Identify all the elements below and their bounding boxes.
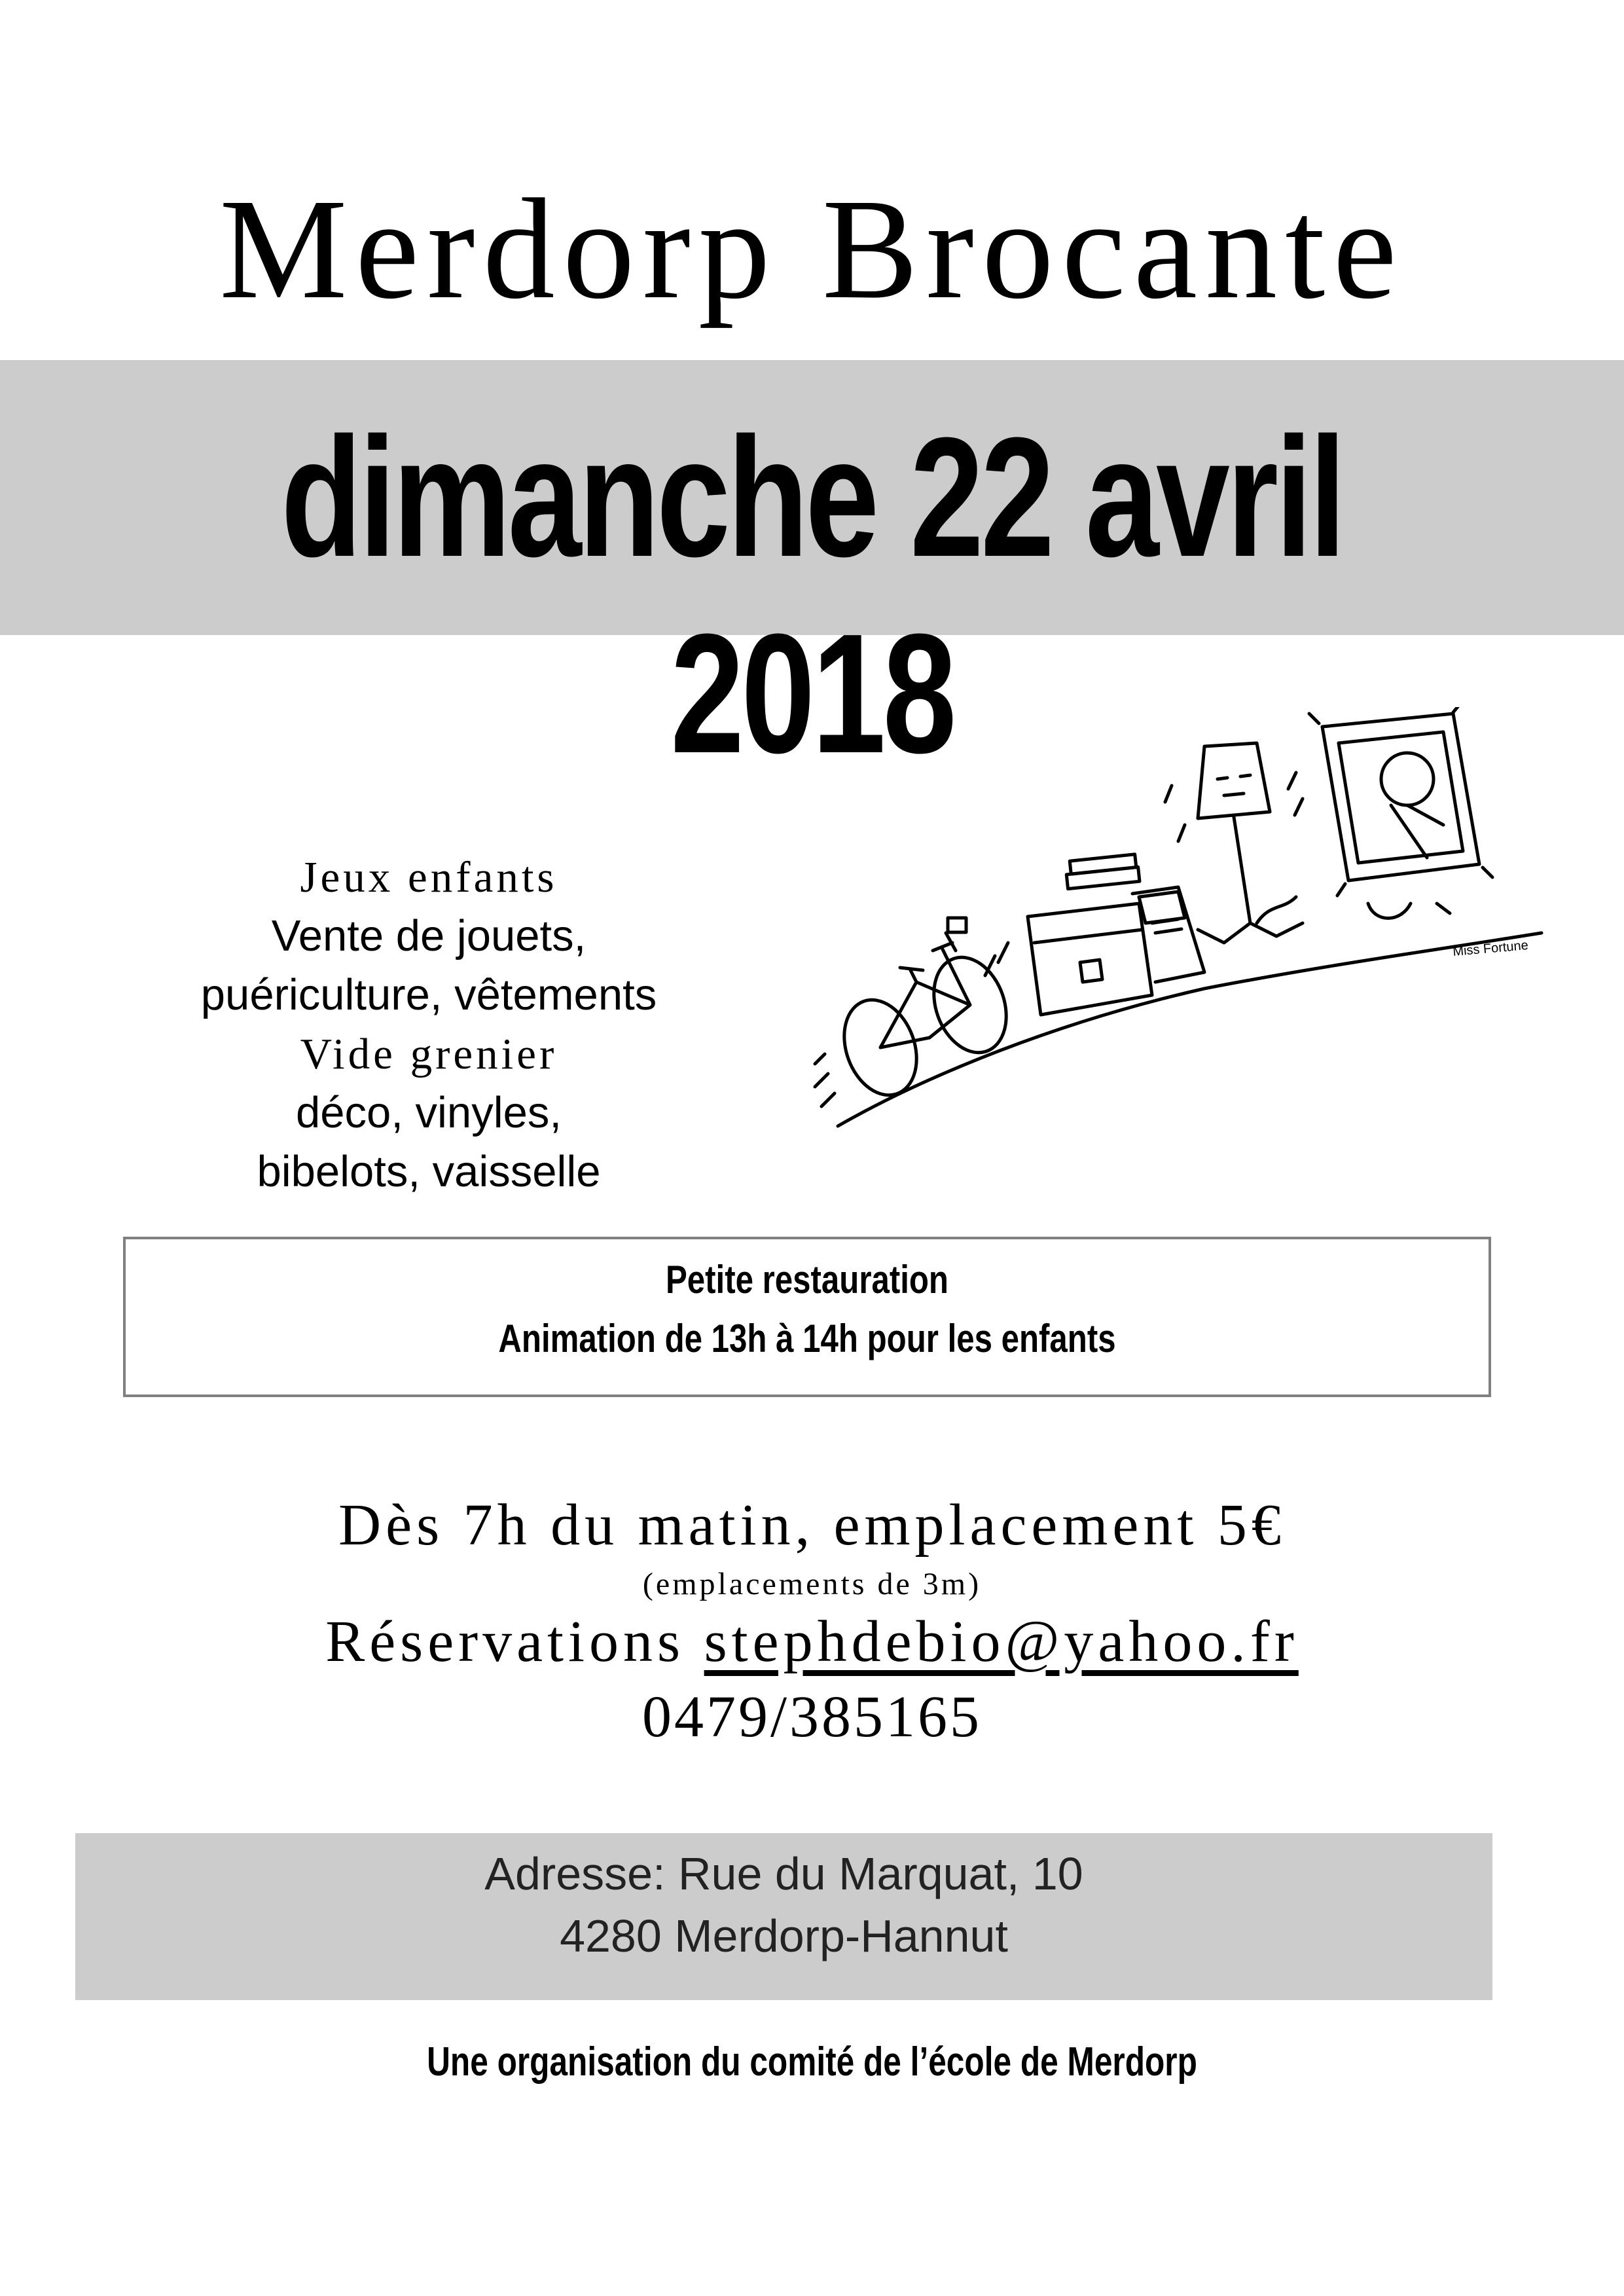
activity-trinkets-dishes: bibelots, vaisselle [257,1147,601,1196]
address-city: 4280 Merdorp-Hannut [560,1910,1008,1961]
organizer-line: Une organisation du comité de l’école de Merdorp [427,2039,1197,2085]
info-kids-animation: Animation de 13h à 14h pour les enfants [498,1317,1116,1360]
brocante-objects-illustration [799,707,1558,1133]
reservations-label: Réservations [325,1609,685,1674]
reservations-line [0,1604,1624,1679]
address-street: Adresse: Rue du Marquat, 10 [484,1848,1083,1899]
activity-childcare-clothes: puériculture, vêtements [200,970,657,1019]
info-box-text [246,1250,1368,1368]
activity-toy-sale: Vente de jouets, [271,911,586,960]
email-link[interactable]: stephdebio@yahoo.fr [704,1609,1299,1674]
activities-list [151,848,707,1201]
hours-price: Dès 7h du matin, emplacement 5€ [338,1493,1286,1558]
poster-title: Merdorp Brocante [219,169,1405,329]
activity-deco-vinyls: déco, vinyles, [296,1088,562,1137]
contact-section [0,1486,1624,1755]
picture-frame-drawing [1288,707,1492,919]
bicycle-drawing [815,918,1019,1106]
info-catering: Petite restauration [665,1258,948,1302]
activity-kids-games: Jeux enfants [300,853,558,902]
illustration-signature: Miss Fortune [1452,938,1529,959]
event-date: dimanche 22 avril 2018 [281,403,1343,789]
slots-note: (emplacements de 3m) [642,1567,982,1601]
address-block [75,1843,1492,1967]
chest-drawing [985,854,1204,1015]
activity-attic-sale: Vide grenier [300,1030,558,1078]
phone-number: 0479/385165 [641,1685,982,1749]
